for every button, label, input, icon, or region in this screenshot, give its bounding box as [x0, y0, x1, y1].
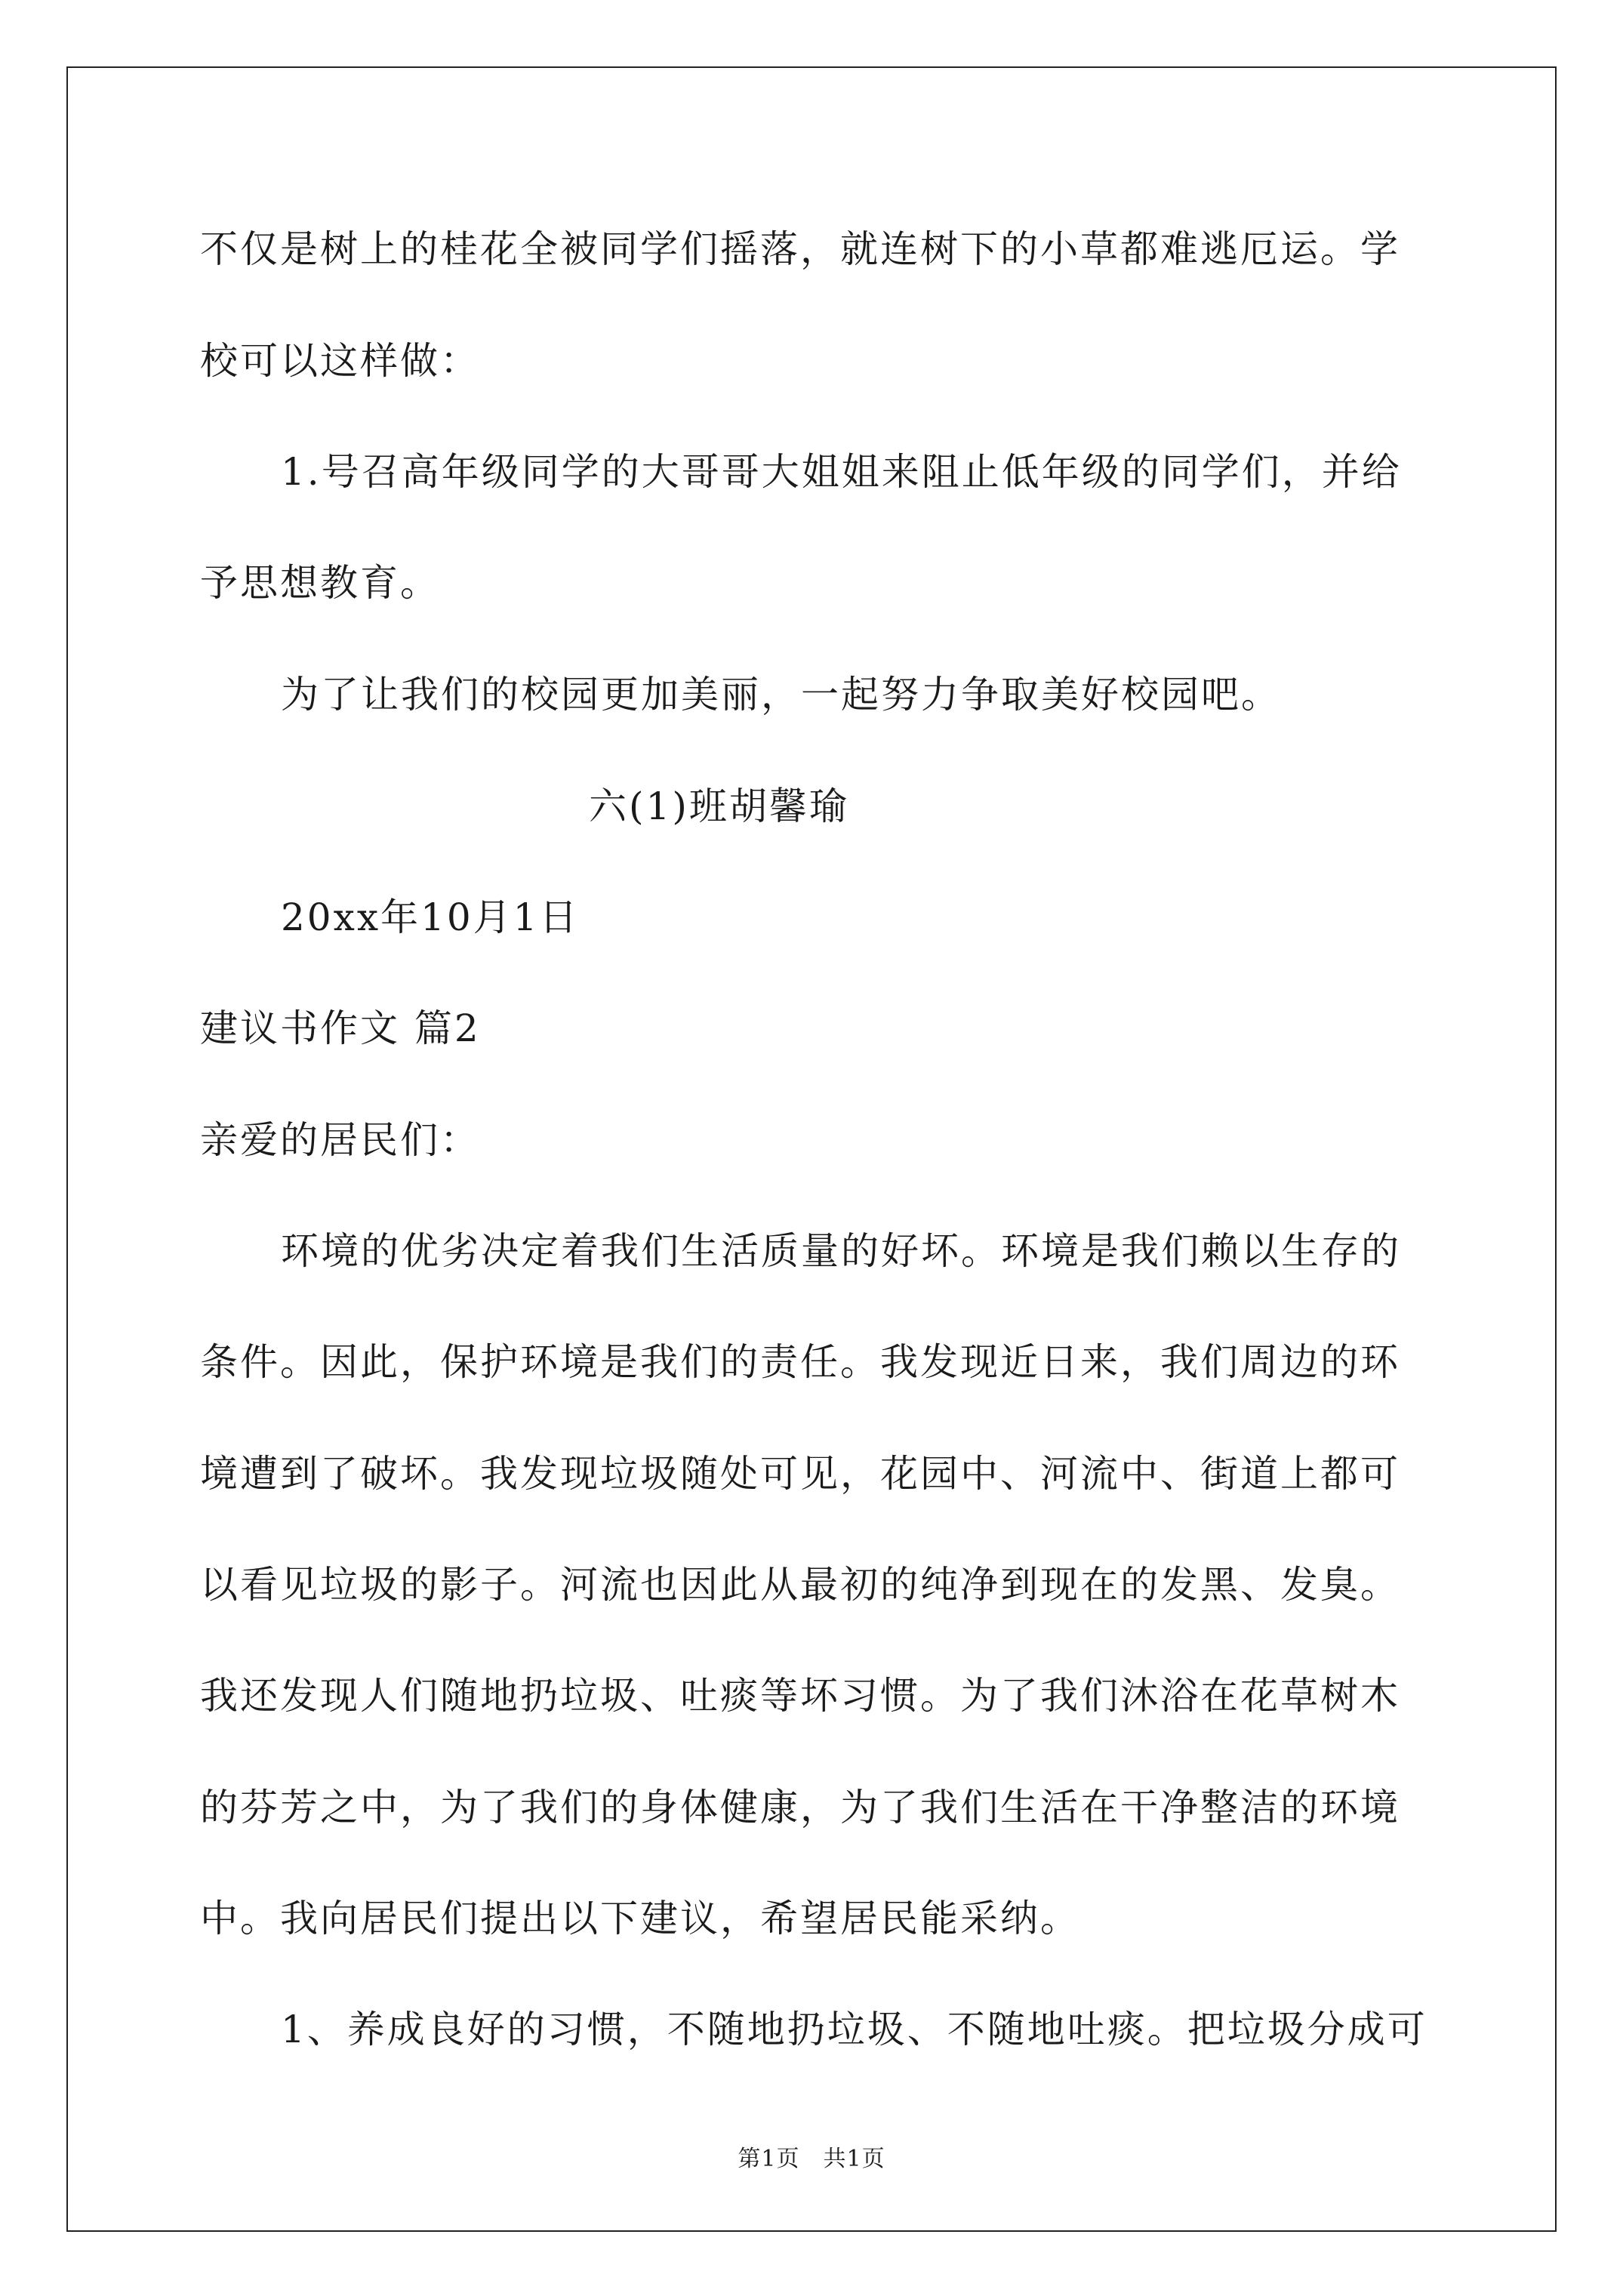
text-line: 1.号召高年级同学的大哥哥大姐姐来阻止低年级的同学们，并给 [281, 450, 1402, 494]
text-line: 予思想教育。 [200, 561, 440, 605]
text-line: 境遭到了破坏。我发现垃圾随处可见，花园中、河流中、街道上都可 [200, 1452, 1400, 1496]
text-line: 条件。因此，保护环境是我们的责任。我发现近日来，我们周边的环 [200, 1340, 1400, 1384]
salutation: 亲爱的居民们： [200, 1118, 480, 1162]
text-line: 校可以这样做： [200, 339, 480, 383]
text-line: 我还发现人们随地扔垃圾、吐痰等坏习惯。为了我们沐浴在花草树木 [200, 1674, 1400, 1718]
text-line: 1、养成良好的习惯，不随地扔垃圾、不随地吐痰。把垃圾分成可 [281, 2008, 1427, 2051]
text-line: 的芬芳之中，为了我们的身体健康，为了我们生活在干净整洁的环境 [200, 1786, 1400, 1829]
section-heading: 建议书作文 篇2 [200, 1006, 481, 1050]
date-line: 20xx年10月1日 [281, 895, 580, 939]
text-line: 环境的优劣决定着我们生活质量的好坏。环境是我们赖以生存的 [281, 1229, 1401, 1273]
text-line: 为了让我们的校园更加美丽，一起努力争取美好校园吧。 [281, 673, 1281, 717]
text-line: 以看见垃圾的影子。河流也因此从最初的纯净到现在的发黑、发臭。 [200, 1563, 1400, 1607]
signature-line: 六(1)班胡馨瑜 [589, 784, 849, 828]
page-footer: 第1页 共1页 [738, 2146, 885, 2172]
text-line: 中。我向居民们提出以下建议，希望居民能采纳。 [200, 1897, 1080, 1940]
text-line: 不仅是树上的桂花全被同学们摇落，就连树下的小草都难逃厄运。学 [200, 227, 1400, 271]
